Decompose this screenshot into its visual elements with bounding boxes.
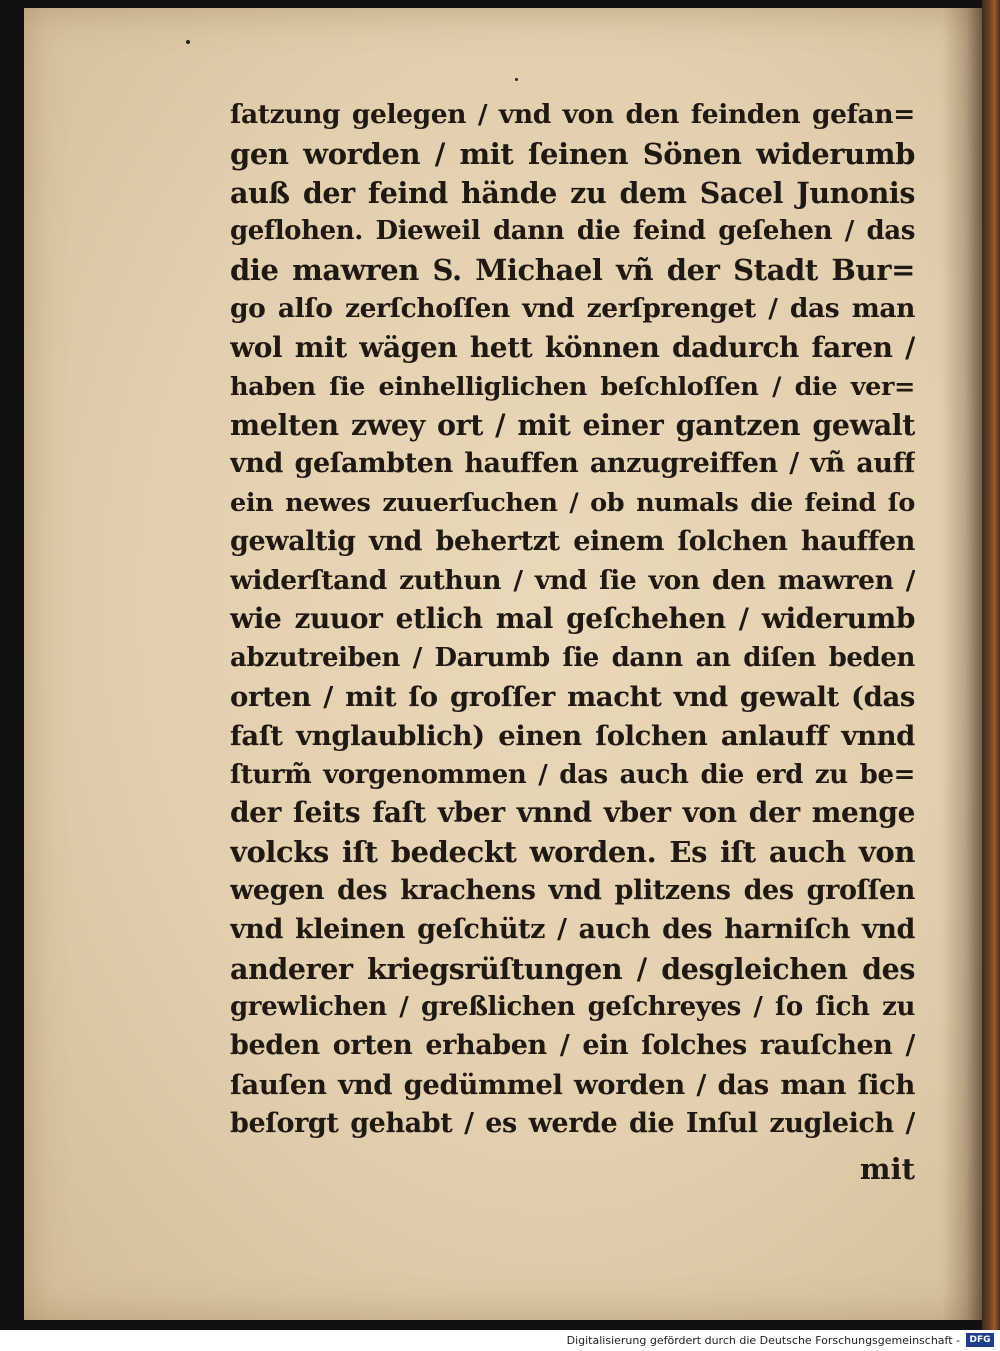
text-line: vnd geſambten hauffen anzugreiffen / vñ auff (230, 448, 915, 480)
text-line: gen worden / mit ſeinen Sönen widerumb (230, 136, 915, 171)
text-line: ein newes zuuerſuchen / ob numals die feind ſo (230, 487, 915, 518)
text-line: wegen des krachens vnd plitzens des groſſen (230, 874, 915, 906)
text-line: ſatzung gelegen / vnd von den feinden gefan= (230, 99, 915, 130)
text-line: go alſo zerſchoſſen vnd zerſprenget / das man (230, 292, 915, 324)
dfg-logo: DFG (966, 1333, 994, 1347)
text-line: wie zuuor etlich mal geſchehen / widerumb (230, 602, 915, 636)
text-line: faſt vnglaublich) einen ſolchen anlauff vnnd (230, 719, 915, 752)
text-line: der ſeits faſt vber vnnd vber von der menge (230, 796, 915, 830)
text-line: abzutreiben / Darumb ſie dann an diſen beden (230, 643, 915, 674)
text-line: vnd kleinen geſchütz / auch des harniſch vnd (230, 913, 915, 945)
text-line: melten zwey ort / mit einer gantzen gewalt (230, 408, 915, 443)
text-line: wol mit wägen hett können dadurch faren / (230, 330, 915, 364)
text-line: grewlichen / greßlichen geſchreyes / ſo ſich zu (230, 992, 915, 1023)
funding-credit: Digitalisierung gefördert durch die Deutsche Forschungsgemeinschaft - (566, 1334, 960, 1347)
ink-speck (186, 40, 190, 44)
text-line: gewaltig vnd behertzt einem ſolchen hauffen (230, 525, 915, 557)
text-line: beden orten erhaben / ein ſolches rauſchen / (230, 1030, 915, 1062)
catchword: mit (859, 1152, 915, 1186)
footer-bar (0, 1330, 1000, 1351)
text-line: orten / mit ſo groſſer macht vnd gewalt (das (230, 680, 915, 713)
page-binding-shadow (942, 8, 982, 1320)
text-line: ſauſen vnd gedümmel worden / das man ſich (230, 1068, 915, 1101)
body-text (230, 96, 915, 1144)
text-line: die mawren S. Michael vñ der Stadt Bur= (230, 253, 915, 288)
ink-speck (515, 78, 518, 81)
text-line: ſturm̃ vorgenommen / das auch die erd zu be= (230, 759, 915, 790)
text-line: volcks iſt bedeckt worden. Es iſt auch von (230, 835, 915, 870)
book-edge (982, 0, 1000, 1330)
text-line: beſorgt gehabt / es werde die Inſul zugleich / (230, 1107, 915, 1139)
text-line: anderer kriegsrüſtungen / desgleichen des (230, 951, 915, 986)
text-line: auß der feind hände zu dem Sacel Junonis (230, 175, 915, 210)
text-line: haben ſie einhelliglichen beſchloſſen / die ver= (230, 371, 915, 402)
text-line: widerſtand zuthun / vnd ſie von den mawren / (230, 564, 915, 596)
text-line: geflohen. Dieweil dann die feind geſehen / das (230, 216, 915, 247)
